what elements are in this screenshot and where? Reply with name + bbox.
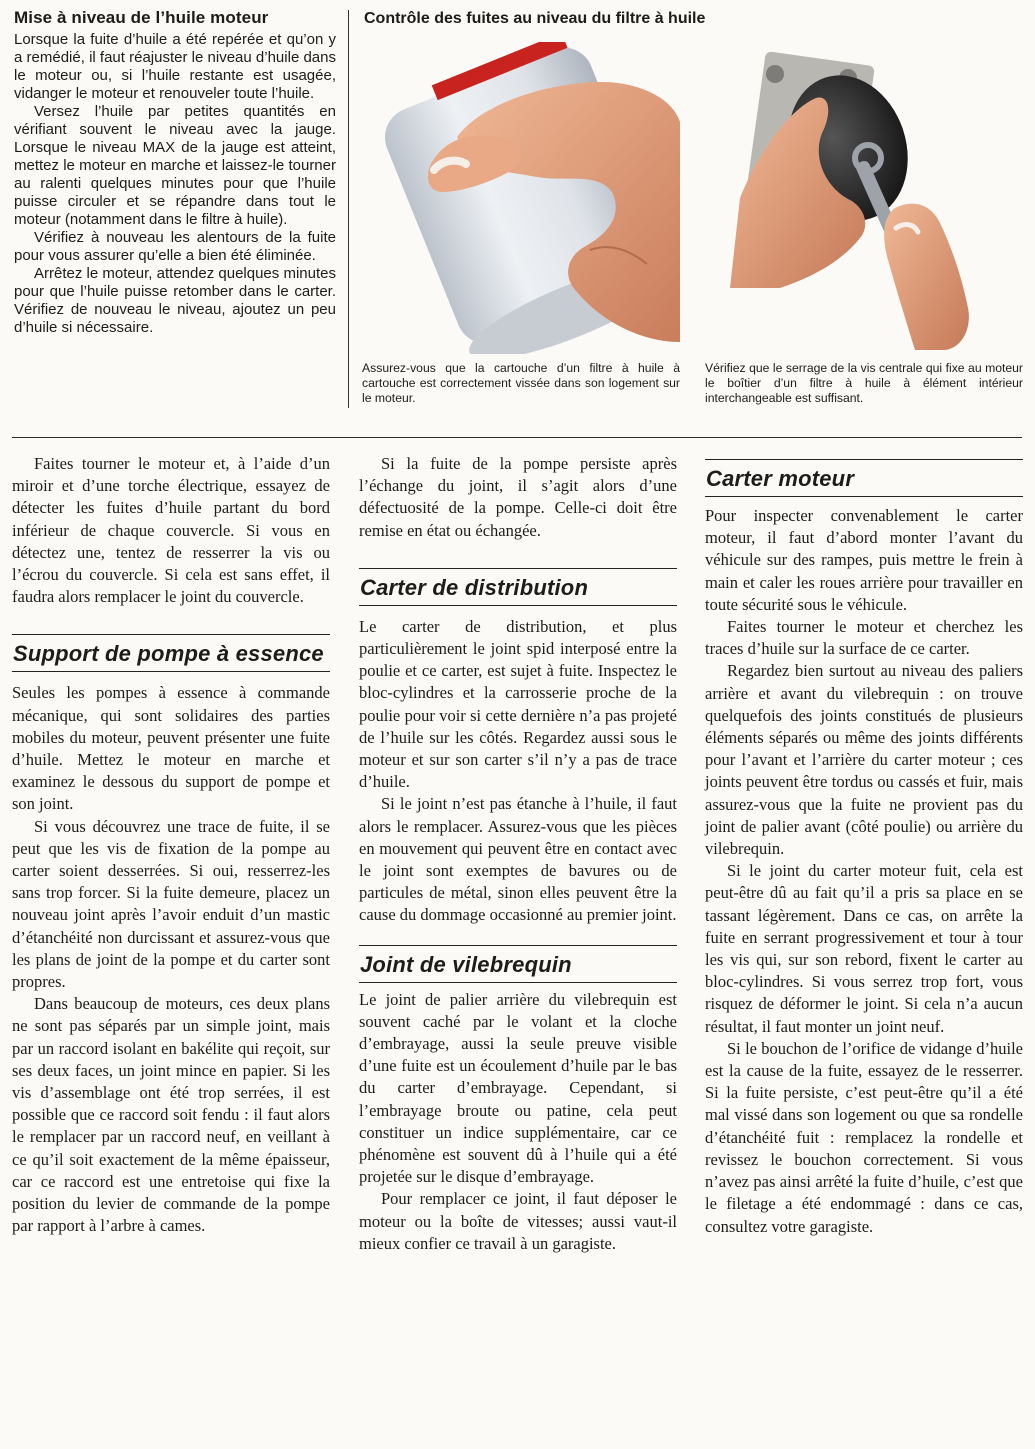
crankshaft-seal-heading	[359, 945, 677, 983]
element-filter-illustration	[700, 38, 1030, 354]
sump-paragraph-4: Si le joint du carter moteur fuit, cela est peut-être dû au fait qu’il a pris sa place en se tassant légèrement. Dans ce cas, on arrête la fuite en serrant progressivement et tour à tour les vis qui, sur son rebord, fixent le carter au bloc-cylindres. Si vous serrez trop fort, vous risquez de déformer le joint. Si cela n’a aucun résultat, il faut monter un joint neuf.	[705, 861, 1023, 1036]
pump-persist-paragraph: Si la fuite de la pompe persiste après l’échange du joint, il s’agit alors d’une défectuosité de la pompe. Celle-ci doit être remise en état ou échangée.	[359, 454, 677, 540]
oil-level-title: Mise à niveau de l’huile moteur	[14, 8, 269, 27]
timing-cover-paragraph-2: Si le joint n’est pas étanche à l’huile, il faut alors le remplacer. Assurez-vous que les pièces en mouvement qui peuvent être en contact avec le joint sont exemptes de bavures ou de particules de métal, sinon elles peuvent être la cause du dommage occasionné au premier joint.	[359, 794, 677, 925]
sump-heading-text: Carter moteur	[706, 466, 855, 491]
crankshaft-seal-heading-text: Joint de vilebrequin	[360, 951, 572, 977]
fuel-pump-paragraph-2: Si vous découvrez une trace de fuite, il se peut que les vis de fixation de la pompe au carter soient desserrées. Si oui, resserrez-les sans trop forcer. Si la fuite demeure, placez un nouveau joint après l’avoir enduit d’un mastic d’étanchéité non durcissant et assurez-vous que les plans de joint de la pompe et du carter sont propres.	[12, 816, 330, 992]
oil-level-paragraph-2: Versez l’huile par petites quantités en vérifiant souvent le niveau avec la jauge. Lorsque le niveau MAX de la jauge est atteint, mettez le moteur en marche et laissez-le tourner au ralenti quelques minutes pour que l’huile puisse circuler et se répandre dans tout le moteur (notamment dans le filtre à huile).	[14, 103, 336, 228]
fuel-pump-heading	[12, 634, 330, 672]
sump-paragraph-2: Faites tourner le moteur et cherchez les traces d’huile sur la surface de ce carter.	[705, 617, 1023, 659]
oil-level-paragraph-3: Vérifiez à nouveau les alentours de la fuite pour vous assurer qu’elle a bien été éliminée.	[14, 229, 336, 264]
timing-cover-heading	[359, 568, 677, 606]
sump-heading	[705, 459, 1023, 497]
oil-level-paragraph-4: Arrêtez le moteur, attendez quelques minutes pour que l’huile puisse retomber dans le carter. Vérifiez de nouveau le niveau, ajoutez un peu d’huile si nécessaire.	[14, 265, 336, 336]
sump-paragraph-1: Pour inspecter convenablement le carter moteur, il faut d’abord monter l’avant du véhicule sur des rampes, puis mettre le frein à main et caler les roues arrière pour travailler en toute sécurité sous le véhicule.	[705, 506, 1023, 614]
sump-paragraph-5: Si le bouchon de l’orifice de vidange d’huile est la cause de la fuite, essayez de le resserrer. Si la fuite persiste, c’est peut-être qu’il a été mal vissé dans son logement ou que sa rondelle d’étanchéité fuit : remplacez la rondelle et revissez le bouchon correctement. Si vous n’avez pas ainsi arrêté la fuite d’huile, c’est que le filetage a été endommagé : dans ce cas, consultez votre garagiste.	[705, 1038, 1023, 1236]
column-1	[12, 453, 330, 1238]
element-filter-caption: Vérifiez que le serrage de la vis centrale qui fixe au moteur le boîtier d’un filtre à huile à élément intérieur interchangeable est suffisant.	[705, 361, 1023, 405]
fuel-pump-heading-text: Support de pompe à essence	[13, 641, 324, 667]
fuel-pump-paragraph-1: Seules les pompes à essence à commande mécanique, qui sont solidaires des parties mobiles du moteur, peuvent présenter une fuite d’huile. Mettez le moteur en marche et examinez le dessous du support de pompe et son joint.	[12, 683, 330, 814]
horizontal-rule	[12, 437, 1022, 438]
sump-paragraph-3: Regardez bien surtout au niveau des paliers arrière et avant du vilebrequin : on trouve quelquefois des joints constitués de plusieurs éléments séparés ou même des joints différents pour l’avant et l’arrière du carter moteur ; ces joints peuvent être tordus ou cassés et fuir, mais assurez-vous que la fuite ne provient pas du joint de palier avant (côté poulie) ou arrière du vilebrequin.	[705, 661, 1023, 859]
column-2	[359, 453, 677, 1255]
crankshaft-seal-paragraph-2: Pour remplacer ce joint, il faut déposer le moteur ou la boîte de vitesses; aussi vaut-il mieux confier ce travail à un garagiste.	[359, 1189, 677, 1253]
cartridge-filter-illustration	[362, 42, 682, 354]
top-vertical-divider	[348, 10, 349, 408]
cartridge-filter-caption: Assurez-vous que la cartouche d’un filtre à huile à cartouche est correctement vissée dans son logement sur le moteur.	[362, 361, 680, 405]
fuel-pump-paragraph-3: Dans beaucoup de moteurs, ces deux plans ne sont pas séparés par un simple joint, mais par un raccord isolant en bakélite qui reçoit, sur ses deux faces, un joint mince en papier. Si les vis d’assemblage ont été trop serrées, il est possible que ce raccord soit fendu : il faut alors le remplacer par un raccord neuf, en veillant à ce qu’il soit exactement de la même épaisseur, car ce raccord est une entretoise qui fixe la position du levier de commande de la pompe par rapport à l’arbre à cames.	[12, 994, 330, 1236]
filter-section-title: Contrôle des fuites au niveau du filtre à huile	[364, 10, 706, 27]
cover-leak-paragraph: Faites tourner le moteur et, à l’aide d’un miroir et d’une torche électrique, essayez de détecter les fuites d’huile partant du bord inférieur de chaque couvercle. Si vous en détectez une, tentez de resserrer la vis ou l’écrou du couvercle. Si cela est sans effet, il faudra alors remplacer le joint du couvercle.	[12, 454, 330, 607]
crankshaft-seal-paragraph-1: Le joint de palier arrière du vilebrequin est souvent caché par le volant et la cloche d’embrayage, aussi la seule preuve visible d’une fuite est un écoulement d’huile par le bas du carter d’embrayage. Cependant, si l’embrayage broute ou patine, cela peut constituer un indice supplémentaire, car ce phénomène est souvent dû à l’huile qui a été projetée sur le disque d’embrayage.	[359, 989, 677, 1187]
oil-level-section	[14, 8, 336, 337]
oil-level-paragraph-1: Lorsque la fuite d’huile a été repérée et qu’on y a remédié, il faut réajuster le niveau d’huile dans le moteur ou, si l’huile restante est usagée, vidanger le moteur et renouveler toute l’huile.	[14, 31, 336, 102]
timing-cover-heading-text: Carter de distribution	[360, 574, 589, 600]
column-3	[705, 453, 1023, 1238]
timing-cover-paragraph-1: Le carter de distribution, et plus particulièrement le joint spid interposé entre la poulie et ce carter, est sujet à fuite. Inspectez le bloc-cylindres et la carrosserie proche de la poulie pour voir si cette dernière n’a pas projeté de l’huile sur les côtés. Regardez aussi sous le moteur et sur son carter s’il n’y a pas de trace d’huile.	[359, 616, 677, 792]
